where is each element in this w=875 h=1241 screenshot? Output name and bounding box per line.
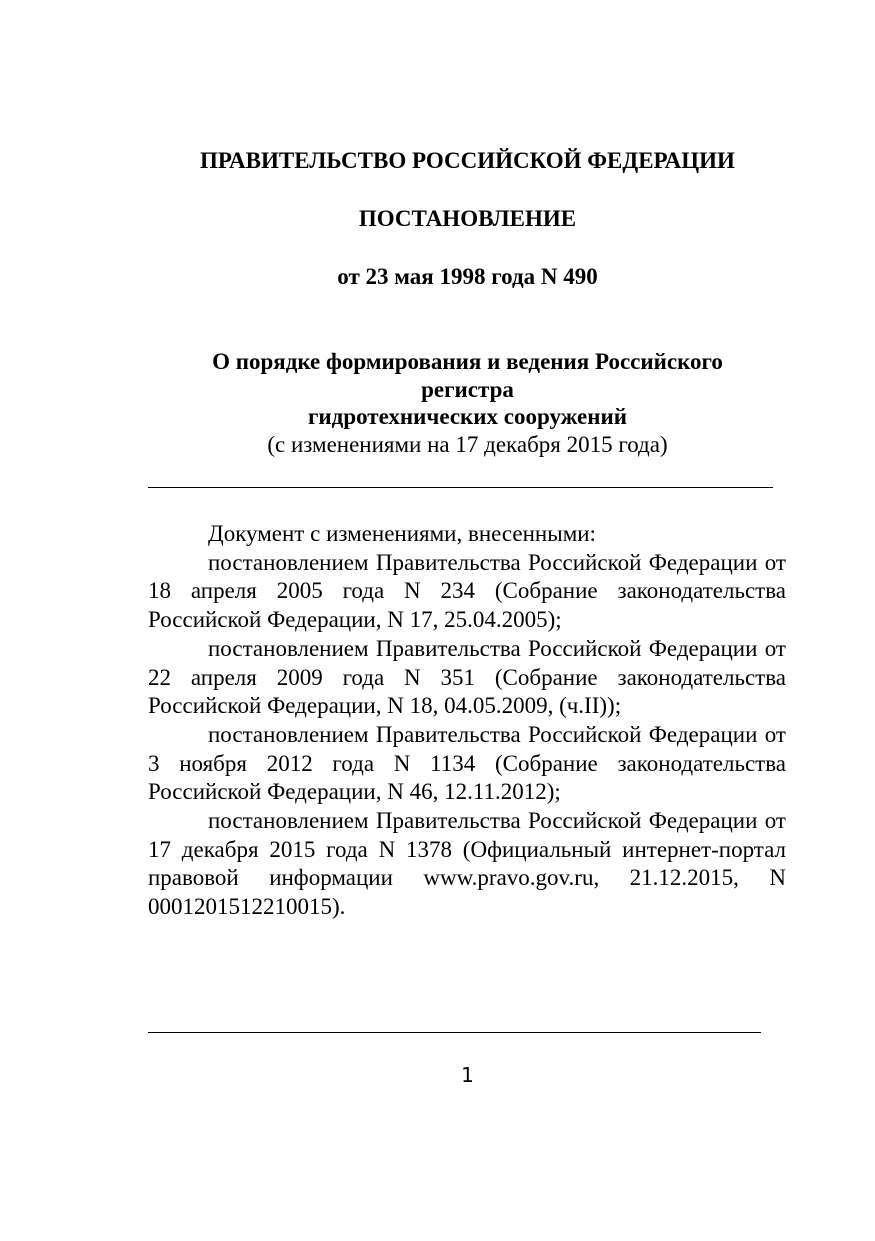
bottom-divider (148, 1032, 761, 1033)
top-divider (148, 487, 773, 488)
amendment-item-2: постановлением Правительства Российской Федерации от 22 апреля 2009 года N 351 (Собрание законодательства Российской Федерации, N 18, 04.05.2009, (ч.II)); (148, 635, 786, 719)
government-heading: ПРАВИТЕЛЬСТВО РОССИЙСКОЙ ФЕДЕРАЦИИ (200, 148, 735, 173)
title-line-3: гидротехнических сооружений (307, 404, 628, 429)
document-type-heading: ПОСТАНОВЛЕНИЕ (358, 206, 577, 231)
amendments-note: (с изменениями на 17 декабря 2015 года) (267, 431, 668, 457)
document-title (0, 348, 875, 458)
amendment-item-1: постановлением Правительства Российской Федерации от 18 апреля 2005 года N 234 (Собрание законодательства Российской Федерации, N 17, 25.04.2005); (148, 549, 786, 633)
page-number: 1 (461, 1063, 474, 1087)
amendment-item-4: постановлением Правительства Российской Федерации от 17 декабря 2015 года N 1378 (Официальный интернет-портал правовой информации www.pravo.gov.ru, 21.12.2015, N 0001201512210015). (148, 808, 786, 920)
amendments-intro: Документ с изменениями, внесенными: (208, 521, 596, 546)
title-line-2: регистра (421, 376, 514, 402)
document-date-number: от 23 мая 1998 года N 490 (337, 264, 598, 289)
amendments-list (148, 520, 786, 922)
title-line-1: О порядке формирования и ведения Российского (212, 349, 723, 374)
amendment-item-3: постановлением Правительства Российской Федерации от 3 ноября 2012 года N 1134 (Собрание законодательства Российской Федерации, N 46, 12.11.2012); (148, 721, 786, 805)
